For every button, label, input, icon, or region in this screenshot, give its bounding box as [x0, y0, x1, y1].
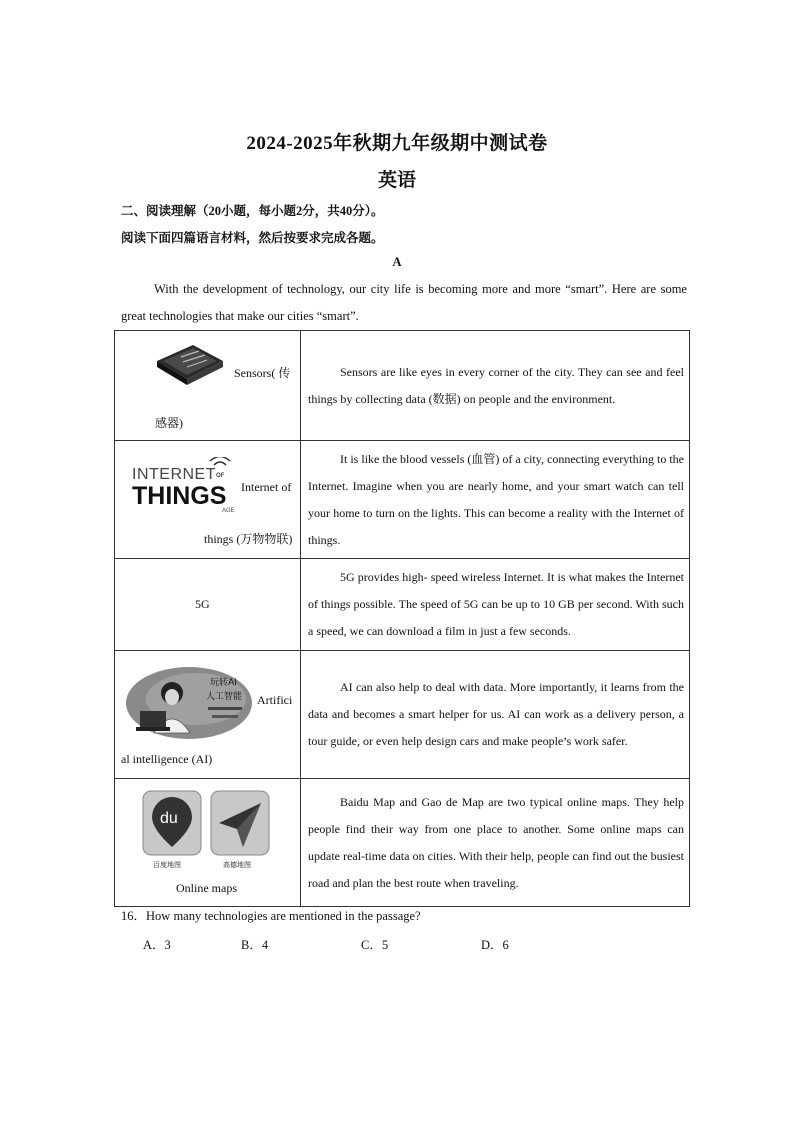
internet-of-things-logo [130, 457, 240, 515]
exam-title: 2024-2025年秋期九年级期中测试卷 [246, 133, 548, 154]
option-b[interactable]: B．4 [241, 938, 269, 952]
question-text: How many technologies are mentioned in the passage? [146, 909, 421, 923]
map-app-icons [141, 789, 271, 871]
ai-woman-laptop-image [124, 663, 254, 741]
logo-things: THINGS [132, 482, 227, 510]
tech-name-cell [115, 779, 301, 907]
table-row [115, 779, 690, 907]
logo-age: AGE [222, 508, 235, 514]
question-16 [121, 906, 421, 924]
option-d[interactable]: D．6 [481, 938, 509, 952]
tech-description-cell [301, 779, 690, 907]
section-instruction: 阅读下面四篇语言材料，然后按要求完成各题。 [121, 231, 384, 245]
tech-description: 5G provides high- speed wireless Internet. It is what makes the Internet of things possible. The speed of 5G can be up to 10 GB per second. With such a speed, we can download a film in just a few seconds. [308, 570, 684, 638]
ai-caption-1: 玩转AI [210, 678, 237, 688]
table-row [115, 441, 690, 559]
tech-label-sensors-cont: 感器) [155, 416, 183, 430]
tech-description: AI can also help to deal with data. More importantly, it learns from the data and becomes a smart helper for us. AI can work as a delivery person, a tour guide, or even help design cars and make people’s work safer. [308, 680, 684, 748]
baidu-du-text: du [160, 810, 178, 827]
ai-caption-2: 人工智能 [206, 692, 243, 702]
sensor-chip-image [153, 339, 227, 387]
tech-description-cell [301, 651, 690, 779]
tech-label-ai: Artifici [257, 693, 293, 707]
baidu-map-name: 百度地图 [153, 861, 181, 869]
tech-description: It is like the blood vessels (血管) of a city, connecting everything to the Internet. Imagine when you are nearly home, and your smart watch can tell your home to turn on the lights. This can become a reality with the Internet of things. [308, 451, 684, 547]
gaode-map-name: 高德地图 [223, 861, 251, 869]
tech-name-cell [115, 651, 301, 779]
passage-intro: With the development of technology, our city life is becoming more and more “smart”. Here are some great technologies that make our cities “smart”. [121, 282, 687, 323]
section-heading: 二、阅读理解（20小题，每小题2分，共40分）。 [121, 204, 384, 218]
tech-label-iot-cont: things (万物物联) [204, 532, 293, 546]
option-a[interactable]: A．3 [143, 938, 171, 952]
question-number: 16． [121, 909, 147, 923]
tech-label-iot: Internet of [241, 480, 292, 494]
logo-of: OF [216, 473, 225, 479]
tech-label-5g: 5G [195, 597, 210, 611]
tech-description-cell [301, 559, 690, 651]
table-row [115, 559, 690, 651]
tech-name-cell [115, 331, 301, 441]
technology-table [114, 330, 690, 907]
tech-name-cell [115, 559, 301, 651]
tech-label-maps: Online maps [176, 881, 237, 895]
logo-internet: INTERNET [132, 466, 216, 483]
tech-description: Sensors are like eyes in every corner of the city. They can see and feel things by collecting data (数据) on people and the environment. [308, 364, 684, 406]
tech-description-cell [301, 441, 690, 559]
table-row [115, 651, 690, 779]
option-c[interactable]: C．5 [361, 938, 389, 952]
tech-label-sensors: Sensors( 传 [234, 366, 291, 380]
tech-label-ai-cont: al intelligence (AI) [121, 752, 213, 766]
tech-description: Baidu Map and Gao de Map are two typical online maps. They help people find their way from one place to another. Some online maps can update real-time data on cities. With their help, people can find out the busiest road and plan the best route when traveling. [308, 794, 684, 890]
tech-name-cell [115, 441, 301, 559]
passage-label: A [392, 255, 402, 269]
table-row [115, 331, 690, 441]
tech-description-cell [301, 331, 690, 441]
exam-subject: 英语 [377, 170, 416, 191]
